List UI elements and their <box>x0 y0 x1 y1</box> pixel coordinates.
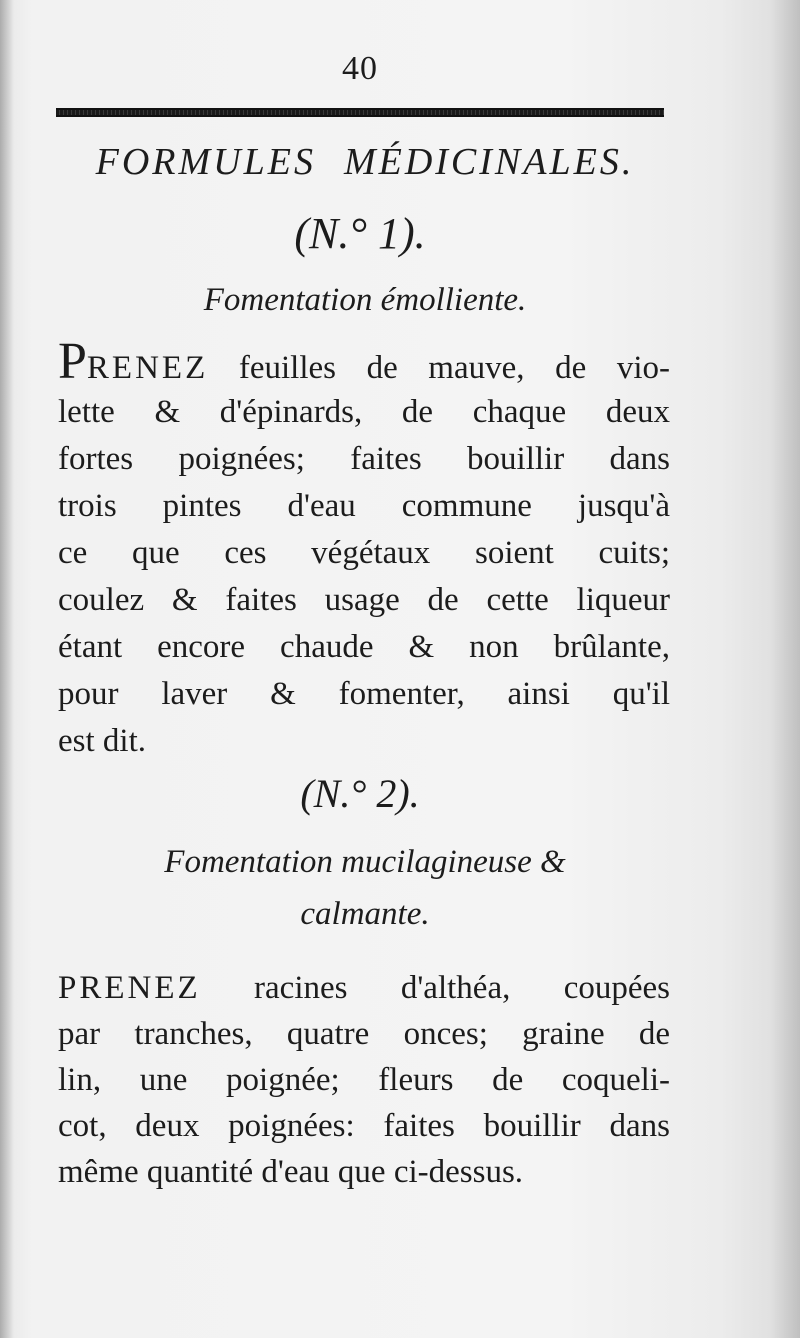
formula-1-line-7: étant encore chaude & non brûlante, <box>58 629 670 665</box>
formula-1-line-3: fortes poignées; faites bouillir dans <box>58 441 670 477</box>
formula-2-title-line-1: Fomentation mucilagineuse & <box>164 844 566 880</box>
formula-1-line-1-text: feuilles de mauve, de vio- <box>238 350 671 386</box>
formula-1-line-2: lette & d'épinards, de chaque deux <box>58 394 670 430</box>
formula-1-line-9: est dit. <box>58 723 146 759</box>
header-rule <box>56 108 664 117</box>
section-title <box>60 140 670 184</box>
first-word-rest: RENEZ <box>86 350 209 386</box>
formula-2-first-word: PRENEZ <box>58 970 201 1006</box>
section-title-word-1: FORMULES <box>95 141 316 183</box>
formula-1-text <box>58 333 671 765</box>
formula-2-title-line-2: calmante. <box>300 896 430 932</box>
formula-1-line-5: ce que ces végétaux soient cuits; <box>58 535 670 571</box>
formula-1-line-8: pour laver & fomenter, ainsi qu'il <box>58 676 670 712</box>
formula-2-line-5: même quantité d'eau que ci-dessus. <box>58 1154 524 1190</box>
formula-1-line-4: trois pintes d'eau commune jusqu'à <box>58 488 670 524</box>
formula-2-line-3: lin, une poignée; fleurs de coqueli- <box>58 1062 670 1098</box>
formula-2-line-4: cot, deux poignées: faites bouillir dans <box>58 1108 670 1144</box>
formula-2-line-1 <box>58 965 670 1011</box>
formula-2-number: (N.° 2). <box>300 771 420 816</box>
formula-1-line-6: coulez & faites usage de cette liqueur <box>58 582 670 618</box>
formula-1-title: Fomentation émolliente. <box>203 282 527 318</box>
formula-2-line-1-text: racines d'althéa, coupées <box>254 970 670 1006</box>
formula-1-line-1 <box>58 333 671 390</box>
page-number: 40 <box>342 50 378 87</box>
formula-2-line-2: par tranches, quatre onces; graine de <box>58 1016 670 1052</box>
drop-cap: P <box>58 333 87 390</box>
formula-2-text <box>58 965 670 1195</box>
section-title-word-2: MÉDICINALES. <box>343 141 635 183</box>
formula-1-number: (N.° 1). <box>294 209 426 258</box>
